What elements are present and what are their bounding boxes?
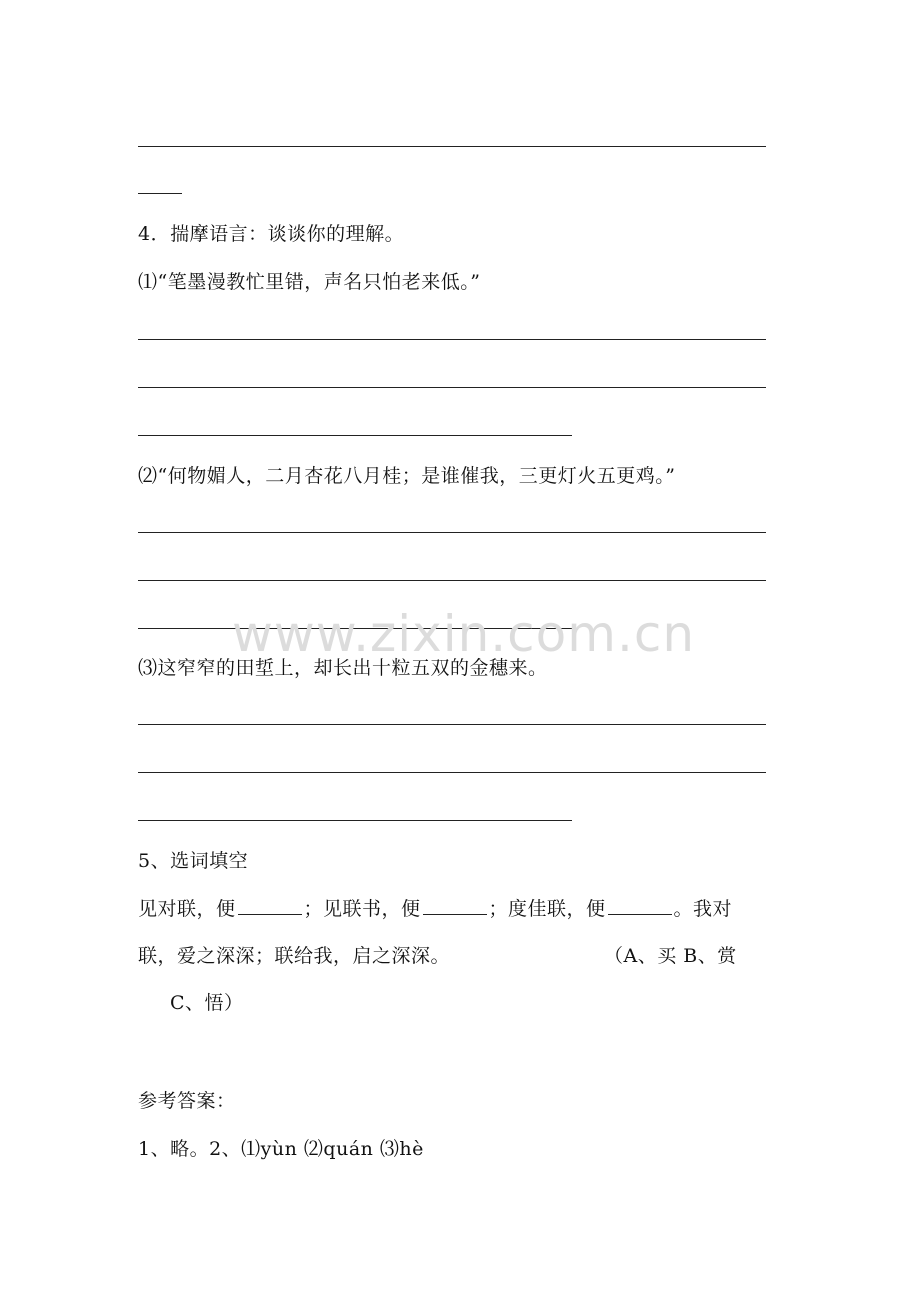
question-4-heading: 4．揣摩语言：谈谈你的理解。 xyxy=(138,223,405,245)
fill-in-blank xyxy=(238,896,302,915)
question-4-item-3: ⑶这窄窄的田埑上，却长出十粒五双的金穗来。 xyxy=(138,657,548,679)
question-5-options: （A、买 B、赏 xyxy=(604,945,737,967)
answer-line xyxy=(138,580,766,581)
question-5-line-1 xyxy=(138,896,732,922)
answer-line xyxy=(138,339,766,340)
answer-line xyxy=(138,532,766,533)
answer-line xyxy=(138,724,766,725)
answers-line-1: 1、略。2、⑴yùn ⑵quán ⑶hè xyxy=(138,1138,424,1160)
answer-line xyxy=(138,146,766,147)
question-5-line-2: 联，爱之深深；联给我，启之深深。 xyxy=(138,945,451,967)
watermark: www.zixin.com.cn xyxy=(232,605,696,663)
answer-line xyxy=(138,820,572,821)
question-5-segment: 。我对 xyxy=(673,898,733,920)
answer-line-short xyxy=(138,193,182,194)
question-4-item-1: ⑴“笔墨漫教忙里错，声名只怕老来低。” xyxy=(138,271,481,293)
answers-heading: 参考答案： xyxy=(138,1090,236,1112)
question-5-segment: 见对联，便 xyxy=(138,898,236,920)
answer-line xyxy=(138,387,766,388)
fill-in-blank xyxy=(423,896,487,915)
question-5-segment: ；度佳联，便 xyxy=(488,898,606,920)
question-5-heading: 5、选词填空 xyxy=(138,850,249,872)
fill-in-blank xyxy=(608,896,672,915)
question-4-item-2: ⑵“何物媚人，二月杏花八月桂；是谁催我，三更灯火五更鸡。” xyxy=(138,465,676,487)
question-5-segment: ；见联书，便 xyxy=(303,898,421,920)
answer-line xyxy=(138,435,572,436)
question-5-option-c: C、悟） xyxy=(170,992,244,1014)
answer-line xyxy=(138,772,766,773)
